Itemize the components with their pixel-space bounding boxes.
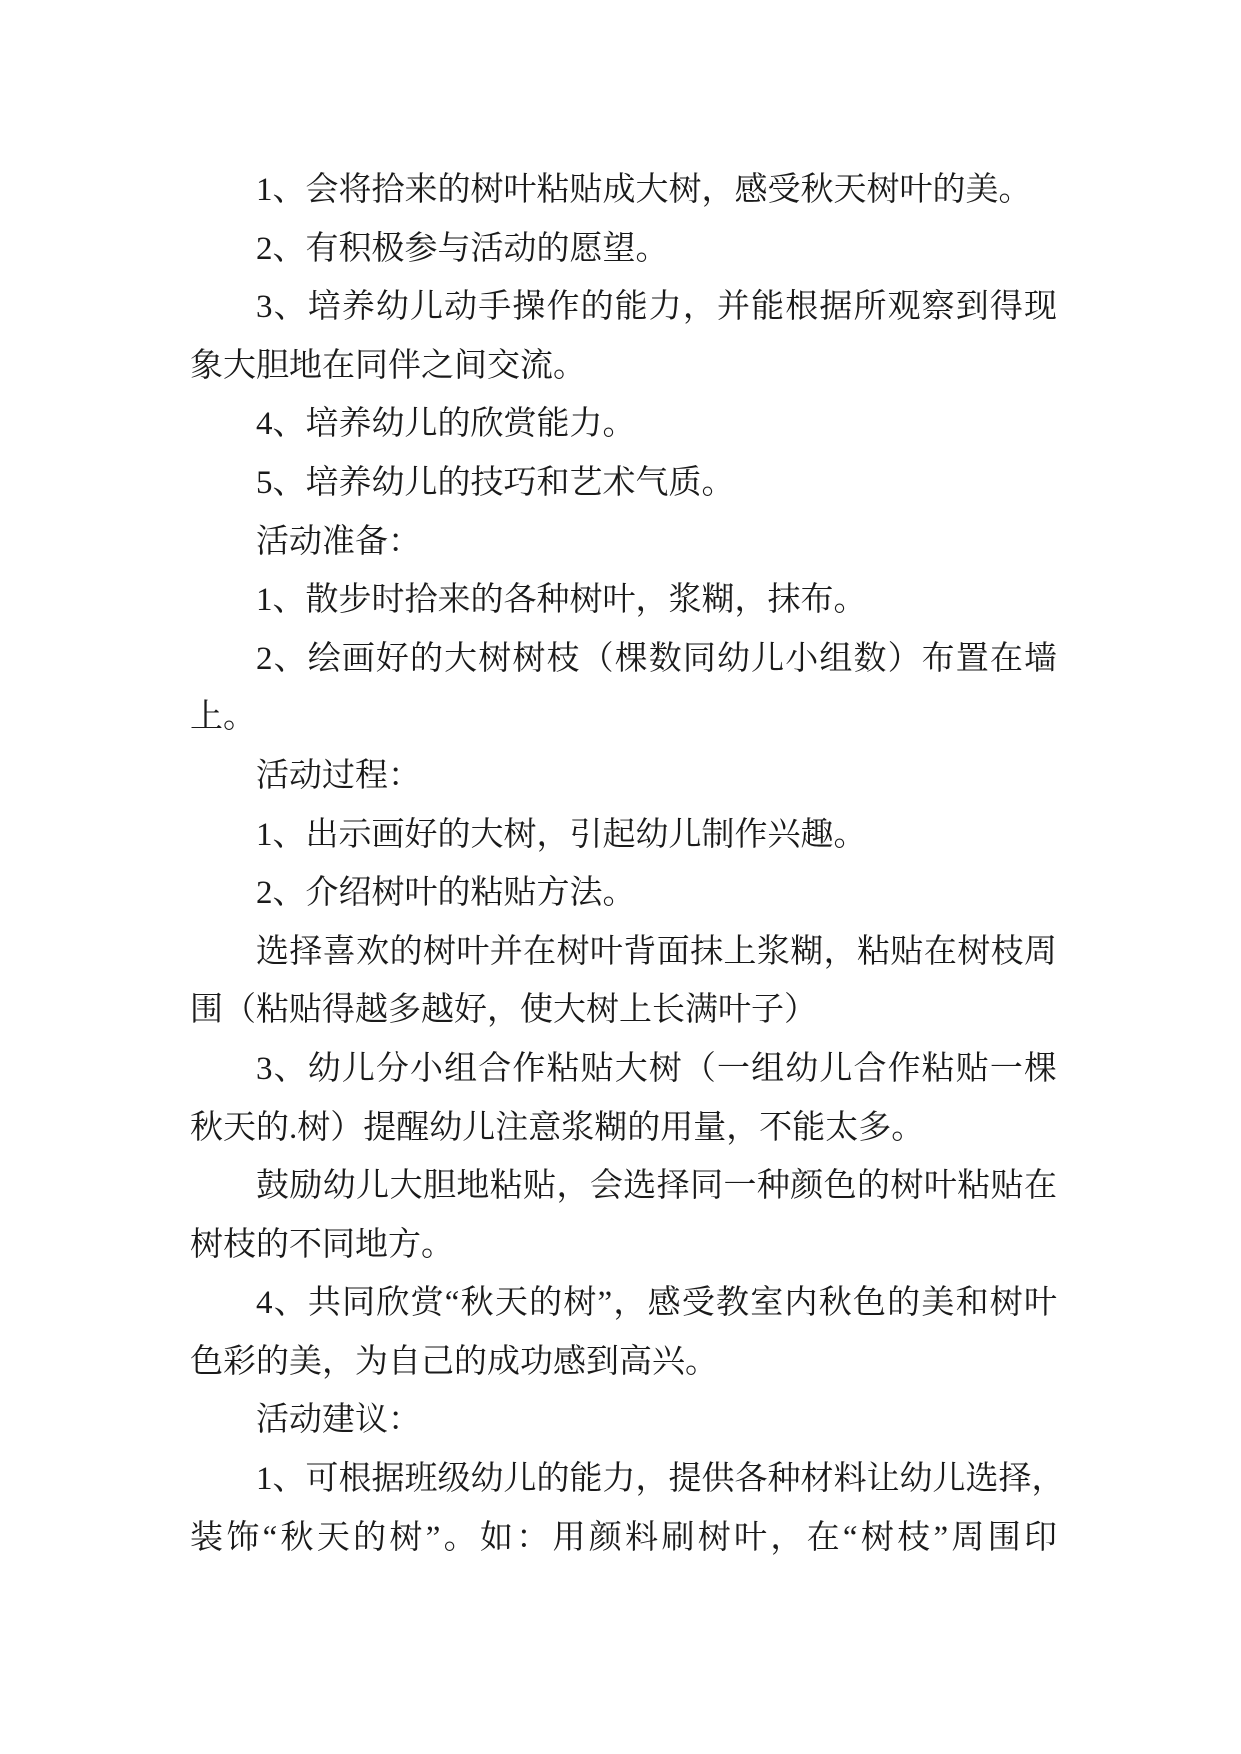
paragraph bbox=[190, 1450, 1065, 1567]
section bbox=[190, 513, 1057, 747]
paragraph bbox=[190, 278, 1057, 395]
section-heading: 活动准备： bbox=[256, 523, 421, 560]
text-line: 上。 bbox=[190, 699, 256, 736]
section bbox=[190, 161, 1057, 513]
paragraph bbox=[190, 571, 1057, 630]
section-heading: 活动过程： bbox=[256, 757, 421, 794]
paragraph bbox=[190, 220, 1057, 279]
paragraph bbox=[190, 806, 1057, 865]
paragraph bbox=[190, 630, 1057, 747]
text-line: 2、绘画好的大树树枝（棵数同幼儿小组数）布置在墙 bbox=[256, 640, 1057, 677]
text-line: 树枝的不同地方。 bbox=[190, 1226, 454, 1263]
text-line: 3、培养幼儿动手操作的能力，并能根据所观察到得现 bbox=[256, 289, 1057, 326]
text-line: 3、幼儿分小组合作粘贴大树（一组幼儿合作粘贴一棵 bbox=[256, 1050, 1057, 1087]
text-line: 选择喜欢的树叶并在树叶背面抹上浆糊，粘贴在树枝周 bbox=[256, 933, 1057, 970]
text-line: 2、介绍树叶的粘贴方法。 bbox=[256, 875, 636, 912]
text-line: 秋天的.树）提醒幼儿注意浆糊的用量，不能太多。 bbox=[190, 1109, 925, 1146]
section-heading: 活动建议： bbox=[256, 1402, 421, 1439]
text-line: 4、培养幼儿的欣赏能力。 bbox=[256, 406, 636, 443]
text-line: 2、有积极参与活动的愿望。 bbox=[256, 230, 669, 267]
section bbox=[190, 747, 1057, 1392]
paragraph bbox=[190, 864, 1057, 923]
text-line: 1、散步时拾来的各种树叶，浆糊，抹布。 bbox=[256, 582, 867, 619]
paragraph bbox=[190, 454, 1057, 513]
text-line: 4、共同欣赏“秋天的树”，感受教室内秋色的美和树叶 bbox=[256, 1285, 1057, 1322]
paragraph bbox=[190, 1157, 1057, 1274]
text-line: 1、可根据班级幼儿的能力，提供各种材料让幼儿选择， bbox=[256, 1461, 1065, 1498]
section bbox=[190, 1391, 1065, 1567]
text-line: 1、会将拾来的树叶粘贴成大树，感受秋天树叶的美。 bbox=[256, 172, 1032, 208]
paragraph bbox=[190, 1274, 1057, 1391]
paragraph bbox=[190, 161, 1057, 220]
paragraph bbox=[190, 1040, 1057, 1157]
paragraph bbox=[190, 395, 1057, 454]
text-line: 5、培养幼儿的技巧和艺术气质。 bbox=[256, 464, 735, 501]
text-line: 象大胆地在同伴之间交流。 bbox=[190, 347, 586, 384]
text-line: 1、出示画好的大树，引起幼儿制作兴趣。 bbox=[256, 816, 867, 853]
document-body bbox=[190, 161, 1065, 1567]
text-line: 鼓励幼儿大胆地粘贴，会选择同一种颜色的树叶粘贴在 bbox=[256, 1168, 1057, 1205]
text-line: 装饰“秋天的树”。如：用颜料刷树叶，在“树枝”周围印 bbox=[190, 1519, 1057, 1556]
text-line: 色彩的美，为自己的成功感到高兴。 bbox=[190, 1343, 718, 1380]
text-line: 围（粘贴得越多越好，使大树上长满叶子） bbox=[190, 992, 817, 1029]
paragraph bbox=[190, 923, 1057, 1040]
